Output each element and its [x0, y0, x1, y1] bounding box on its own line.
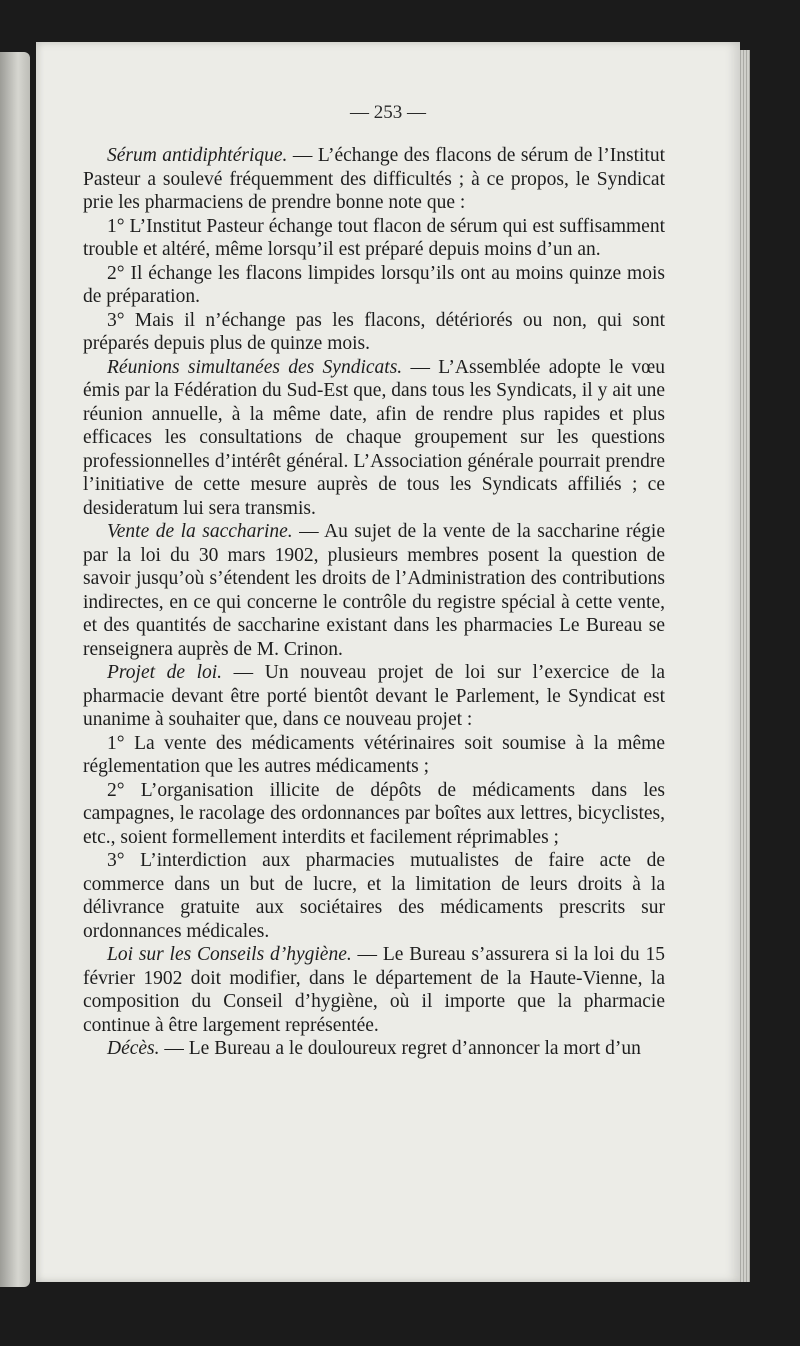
paragraph-heading: Décès. — [107, 1038, 160, 1059]
paragraph-text: — L’échange des flacons de sérum de l’Institut Pasteur a soulevé fréquemment des difficultés ; à ce propos, le Syndicat prie les pharmaciens de prendre bonne note que : — [83, 145, 665, 213]
paragraph — [83, 661, 665, 732]
book-page — [36, 42, 740, 1282]
paragraph — [83, 520, 665, 661]
paragraph-heading: Loi sur les Conseils d’hygiène. — [107, 944, 352, 965]
paragraph — [83, 779, 665, 850]
paragraph — [83, 309, 665, 356]
paragraph-text: 2° L’organisation illicite de dépôts de médicaments dans les campagnes, le racolage des ordonnances par boîtes aux lettres, bicyclistes, etc., soient formellement interdits et facilement réprimables ; — [83, 779, 665, 848]
paragraph — [83, 943, 665, 1037]
paragraph-heading: Projet de loi. — [107, 662, 223, 683]
paragraph — [83, 356, 665, 521]
paragraph — [83, 262, 665, 309]
paragraph-text: 1° La vente des médicaments vétérinaires soit soumise à la même réglementation que les autres médicaments ; — [83, 732, 665, 777]
paragraph-text: 3° L’interdiction aux pharmacies mutualistes de faire acte de commerce dans un but de lucre, et la limitation de leurs droits à la délivrance gratuite aux sociétaires des médicaments prescrits sur ordonnances médicales. — [83, 850, 665, 942]
paragraph-text: — Le Bureau a le douloureux regret d’annoncer la mort d’un — [159, 1038, 641, 1059]
paragraph-heading: Réunions simultanées des Syndicats. — [107, 356, 403, 378]
paragraph — [83, 1037, 665, 1061]
paragraph — [83, 144, 665, 215]
facing-page-edge — [0, 52, 30, 1287]
paragraph-text: — Au sujet de la vente de la saccharine régie par la loi du 30 mars 1902, plusieurs membres posent la question de savoir jusqu’où s’étendent les droits de l’Administration des contributions indirectes, en ce qui concerne le contrôle du registre spécial à cette vente, et des quantités de saccharine existant dans les pharmacies Le Bureau se renseignera auprès de M. Crinon. — [83, 521, 665, 660]
page-body-text — [83, 144, 665, 1061]
paragraph-heading: Vente de la saccharine. — [107, 521, 293, 542]
paragraph — [83, 215, 665, 262]
paragraph-text: 3° Mais il n’échange pas les flacons, détériorés ou non, qui sont préparés depuis plus de quinze mois. — [83, 309, 665, 354]
paragraph-text: — L’Assemblée adopte le vœu émis par la Fédération du Sud-Est que, dans tous les Syndicats, il y ait une réunion annuelle, à la même date, afin de rendre plus rapides et plus efficaces les consultations de chaque groupement sur les questions professionnelles d’intérêt général. L’Association générale pourrait prendre l’initiative de cette mesure auprès de tous les Syndicats affiliés ; ce desideratum lui sera transmis. — [83, 356, 666, 519]
paragraph — [83, 732, 665, 779]
paragraph-text: 2° Il échange les flacons limpides lorsqu’ils ont au moins quinze mois de préparation. — [83, 262, 665, 307]
paragraph-heading: Sérum antidiphtérique. — [107, 145, 288, 166]
paragraph-text: — Le Bureau s’assurera si la loi du 15 février 1902 doit modifier, dans le département de la Haute-Vienne, la composition du Conseil d’hygiène, où il importe que la pharmacie continue à être largement représentée. — [83, 944, 665, 1036]
page-number: — 253 — — [350, 102, 426, 123]
paragraph-text: 1° L’Institut Pasteur échange tout flacon de sérum qui est suffisamment trouble et altéré, même lorsqu’il est préparé depuis moins d’un an. — [83, 215, 665, 260]
paragraph-text: — Un nouveau projet de loi sur l’exercice de la pharmacie devant être porté bientôt devant le Parlement, le Syndicat est unanime à souhaiter que, dans ce nouveau projet : — [83, 662, 665, 730]
paragraph — [83, 849, 665, 943]
